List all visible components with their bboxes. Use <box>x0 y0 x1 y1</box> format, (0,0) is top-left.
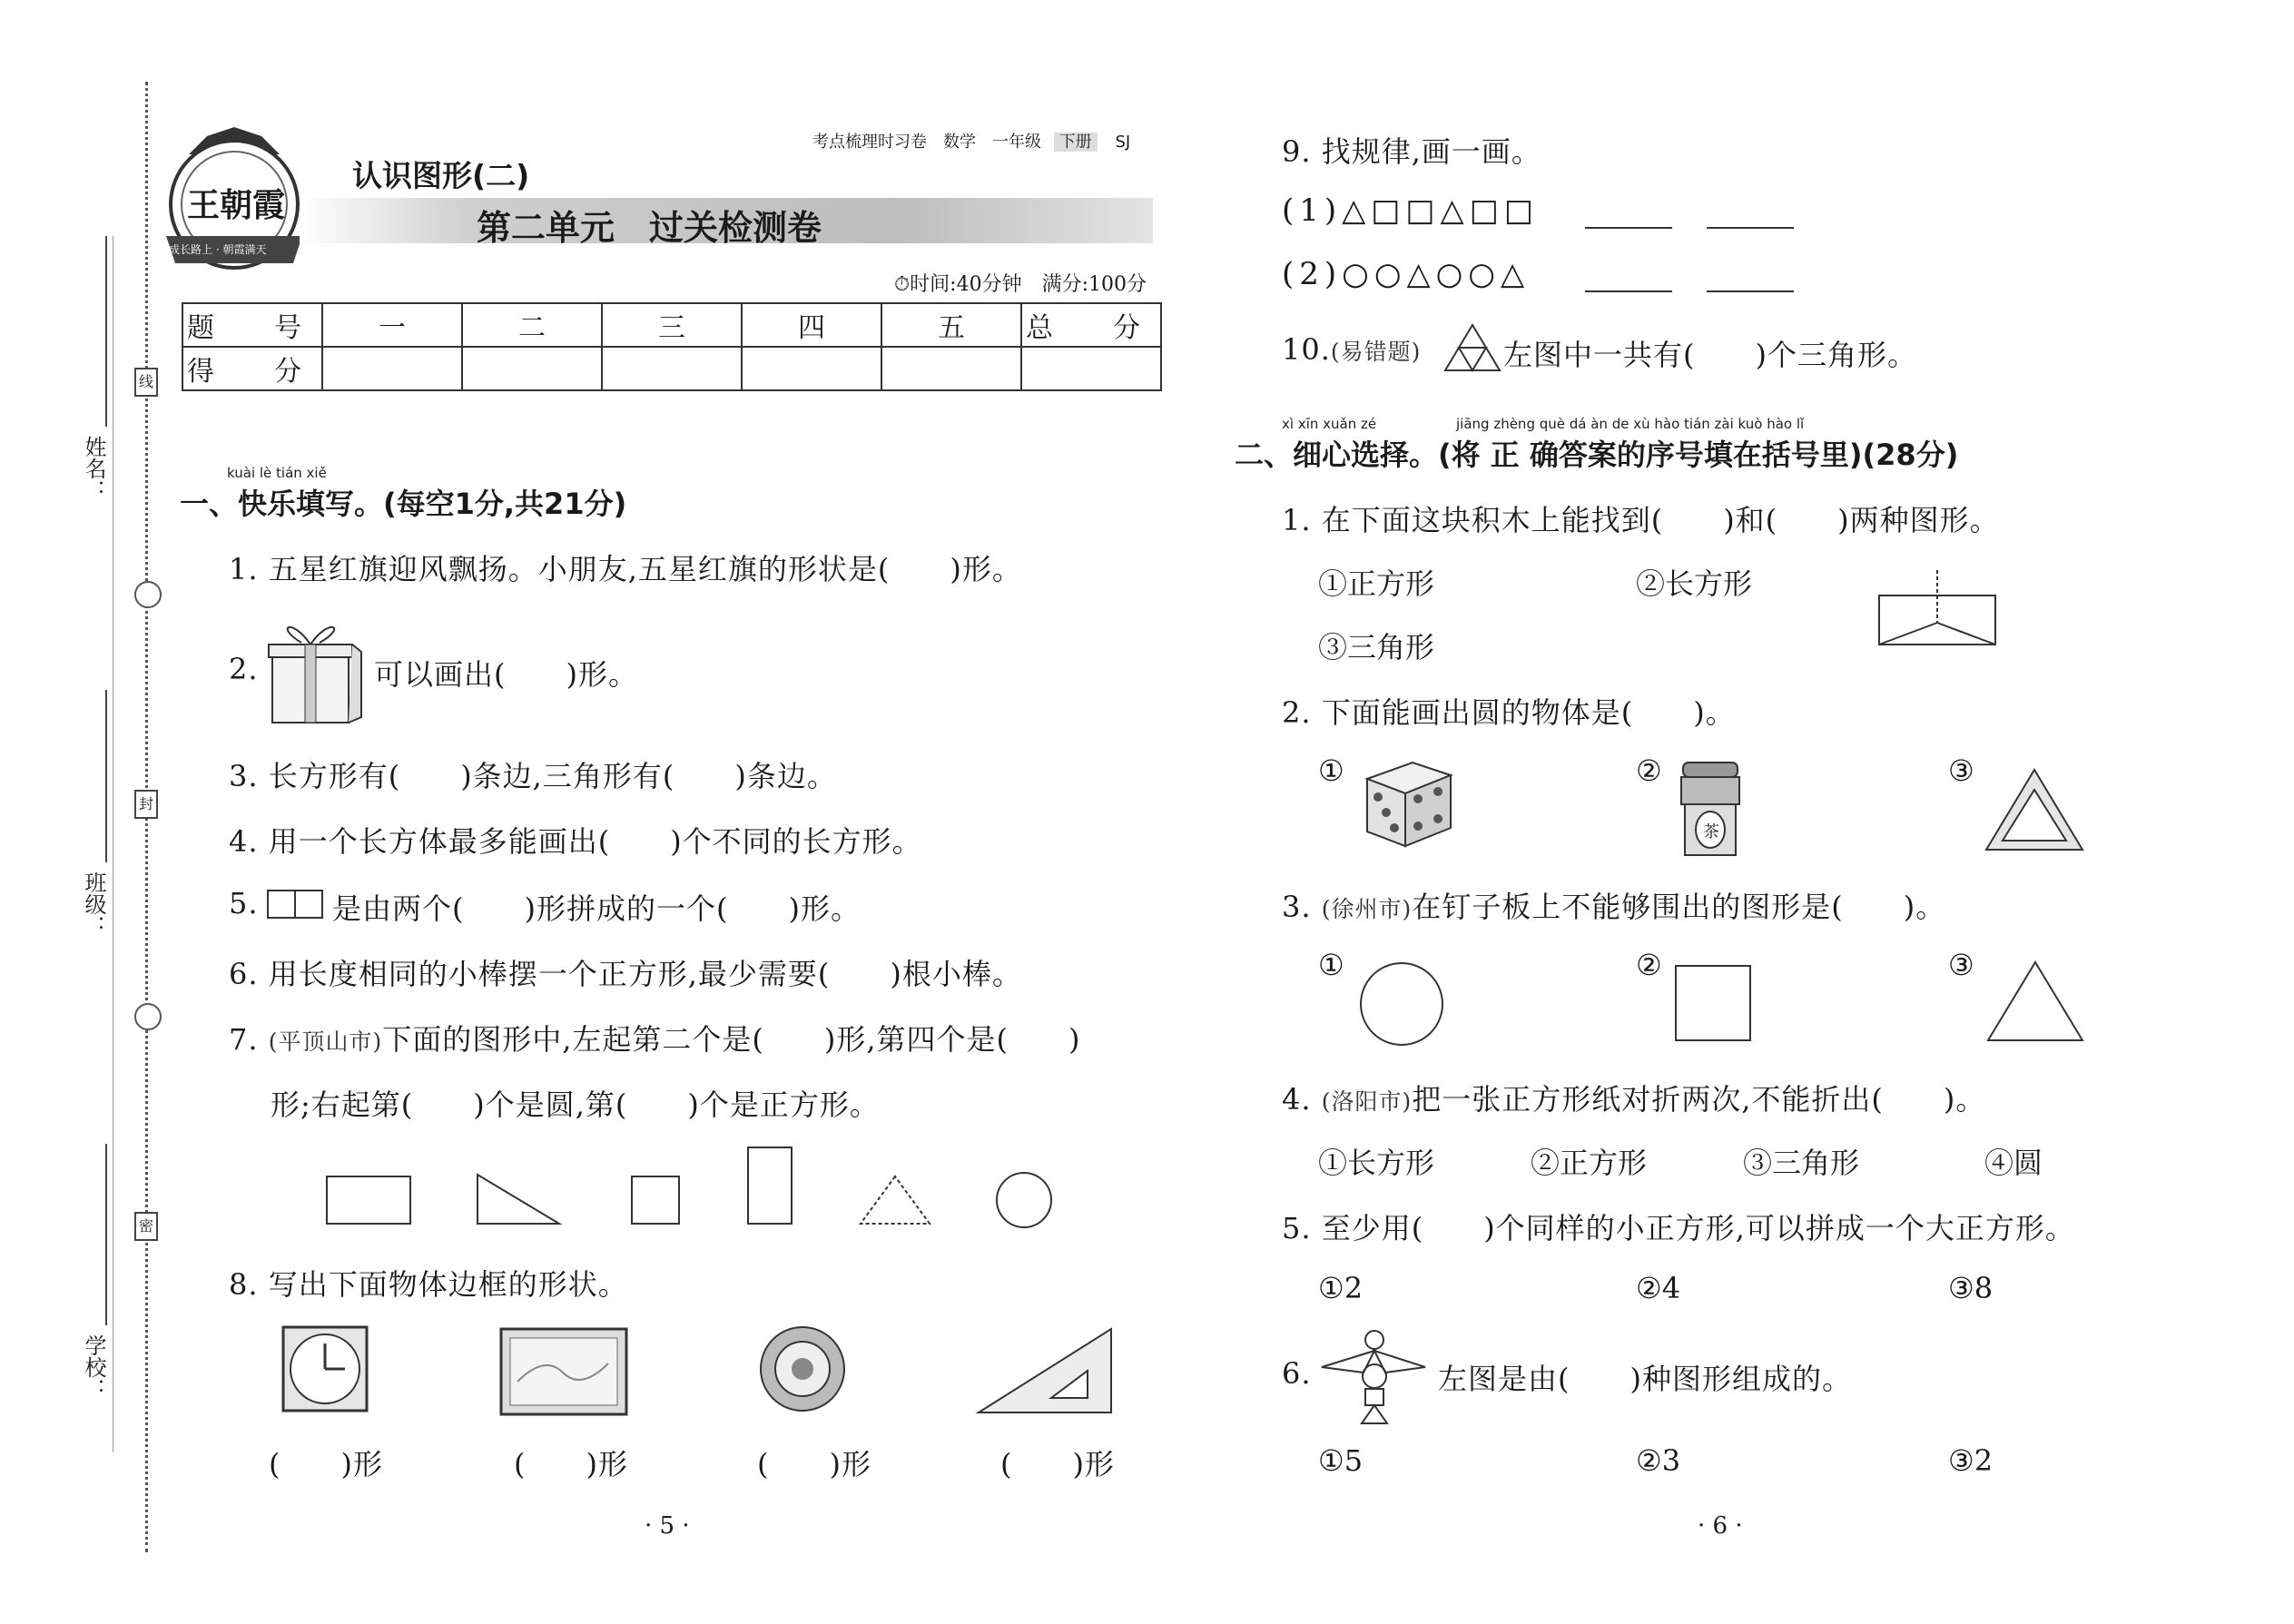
s1-q2-text: 可以画出( )形。 <box>374 657 638 692</box>
triangle-count-figure <box>1443 323 1501 374</box>
seal-xian: 线 <box>134 368 158 397</box>
score-cell: 五 <box>881 303 1021 347</box>
s1-q7-text1: 下面的图形中,左起第二个是( )形,第四个是( ) <box>382 1022 1081 1057</box>
q8-answer-frame: ( )形 <box>514 1447 628 1481</box>
set-square-image <box>975 1325 1120 1416</box>
s1-q9-1: (1)△□□△□□ <box>1282 192 1539 229</box>
q7-rectangle <box>327 1176 410 1224</box>
score-table-score-row <box>182 347 1161 390</box>
class-label: 班级： <box>81 871 106 937</box>
s2-q4-option-b[interactable]: ②正方形 <box>1531 1146 1648 1180</box>
triangle-frame-image <box>1984 768 2084 853</box>
s1-q7-number: 7. <box>229 1022 259 1057</box>
section1-pinyin: kuài lè tián xiě <box>227 465 327 481</box>
name-label: 姓名： <box>81 436 106 501</box>
score-cell: 题 号 <box>182 303 322 347</box>
s2-q2-option-b[interactable]: ② <box>1636 753 1662 788</box>
class-field[interactable] <box>105 690 107 862</box>
q8-answer-plate: ( )形 <box>757 1447 871 1481</box>
s1-q7-tag: (平顶山市) <box>268 1029 383 1055</box>
page-number-left: · 5 · <box>645 1512 690 1540</box>
score-cell: 一 <box>322 303 462 347</box>
q9-1-blank-1[interactable] <box>1585 227 1672 229</box>
q9-2-blank-1[interactable] <box>1585 290 1672 292</box>
s2-q5: 5. 至少用( )个同样的小正方形,可以拼成一个大正方形。 <box>1282 1211 2075 1245</box>
section2-pinyin-b: jiāng zhèng què dá àn de xù hào tián zài kuò hào lǐ <box>1456 416 1805 432</box>
q8-answer-setsquare: ( )形 <box>1000 1447 1115 1481</box>
s2-q6-text: 左图是由( )种图形组成的。 <box>1438 1362 1852 1396</box>
s2-q1: 1. 在下面这块积木上能找到( )和( )两种图形。 <box>1282 503 2000 537</box>
page-number-right: · 6 · <box>1698 1512 1743 1540</box>
q7-tall-rectangle <box>748 1147 792 1224</box>
school-label: 学校： <box>81 1334 106 1400</box>
s2-q5-option-b[interactable]: ②4 <box>1636 1271 1681 1305</box>
seal-feng: 封 <box>134 790 158 819</box>
ornament-icon <box>134 581 162 608</box>
s2-q3 <box>1282 884 1945 926</box>
topic-title: 认识图形(二) <box>352 158 530 193</box>
score-input-cell[interactable] <box>462 347 602 390</box>
q7-circle <box>997 1173 1051 1227</box>
s2-q6-option-a[interactable]: ①5 <box>1318 1443 1364 1478</box>
score-cell: 四 <box>742 303 881 347</box>
s2-q4-text: 把一张正方形纸对折两次,不能折出( )。 <box>1412 1082 1986 1117</box>
s2-q5-option-c[interactable]: ③8 <box>1948 1271 1994 1305</box>
s1-q3: 3. 长方形有( )条边,三角形有( )条边。 <box>229 759 837 793</box>
s1-q6: 6. 用长度相同的小棒摆一个正方形,最少需要( )根小棒。 <box>229 957 1022 991</box>
s2-q1-option-a[interactable]: ①正方形 <box>1318 566 1435 601</box>
name-field[interactable] <box>105 236 107 427</box>
dice-image <box>1358 759 1458 850</box>
q7-small-square <box>632 1176 679 1224</box>
s2-q2-option-c[interactable]: ③ <box>1948 753 1974 788</box>
gift-box-image <box>265 617 365 726</box>
s1-q4: 4. 用一个长方体最多能画出( )个不同的长方形。 <box>229 824 922 859</box>
logo-text: 王朝霞 <box>187 186 286 224</box>
s2-q3-option-a[interactable]: ① <box>1318 948 1344 982</box>
s1-q9-2: (2)○○△○○△ <box>1282 256 1531 292</box>
bird-figure <box>1318 1329 1429 1429</box>
score-input-cell[interactable] <box>881 347 1021 390</box>
s1-q2-number: 2. <box>229 652 259 686</box>
s1-q9: 9. 找规律,画一画。 <box>1282 134 1541 169</box>
score-cell: 得 分 <box>182 347 322 390</box>
q7-right-triangle <box>478 1175 559 1224</box>
s1-q10-number: 10. <box>1282 332 1331 367</box>
s2-q4-option-d[interactable]: ④圆 <box>1984 1146 2043 1180</box>
tea-jar-image <box>1676 759 1748 861</box>
score-input-cell[interactable] <box>1021 347 1161 390</box>
s2-q3-option-b[interactable]: ② <box>1636 948 1662 982</box>
score-input-cell[interactable] <box>602 347 742 390</box>
s1-q7-line1 <box>229 1017 1081 1058</box>
section2-title: 二、细心选择。(将 正 确答案的序号填在括号里)(28分) <box>1235 438 1959 472</box>
seal-mi: 密 <box>134 1212 158 1241</box>
s2-q3-text: 在钉子板上不能够围出的图形是( )。 <box>1412 890 1946 924</box>
score-cell: 总 分 <box>1021 303 1161 347</box>
s1-q10-text: 左图中一共有( )个三角形。 <box>1503 338 1917 372</box>
edition-text: SJ <box>1115 133 1131 152</box>
s2-q3-number: 3. <box>1282 890 1312 924</box>
s1-q7-line2: 形;右起第( )个是圆,第( )个是正方形。 <box>271 1088 880 1122</box>
logo-ribbon: 成长路上 · 朝霞满天 <box>169 243 267 256</box>
s1-q8: 8. 写出下面物体边框的形状。 <box>229 1267 628 1302</box>
two-squares-image <box>267 890 325 920</box>
s2-q4-option-a[interactable]: ①长方形 <box>1318 1146 1435 1180</box>
s2-q6-number: 6. <box>1282 1356 1312 1391</box>
q3-circle-shape <box>1358 960 1445 1048</box>
series-text: 考点梳理时习卷 数学 一年级 <box>812 133 1041 152</box>
s2-q6-option-c[interactable]: ③2 <box>1948 1443 1994 1478</box>
picture-frame-image <box>499 1327 630 1418</box>
s2-q3-tag: (徐州市) <box>1321 896 1413 922</box>
s2-q2-option-a[interactable]: ① <box>1318 753 1344 788</box>
volume-badge: 下册 <box>1054 133 1098 152</box>
school-field[interactable] <box>105 1144 107 1325</box>
s2-q4-tag: (洛阳市) <box>1321 1088 1413 1115</box>
series-line <box>812 129 1130 153</box>
tea-jar-label: 茶 <box>1703 822 1719 842</box>
round-plate-image <box>759 1325 850 1416</box>
q7-shapes-row <box>318 1144 1071 1235</box>
q7-triangle <box>861 1176 930 1224</box>
q8-answer-clock: ( )形 <box>269 1447 383 1481</box>
s1-q5-text: 是由两个( )形拼成的一个( )形。 <box>332 891 861 926</box>
building-block-image <box>1877 568 2001 648</box>
q3-triangle-shape <box>1986 960 2084 1044</box>
s2-q4-option-c[interactable]: ③三角形 <box>1743 1146 1860 1180</box>
s1-q1: 1. 五星红旗迎风飘扬。小朋友,五星红旗的形状是( )形。 <box>229 552 1022 586</box>
s2-q4-number: 4. <box>1282 1082 1312 1117</box>
ornament-icon <box>134 1003 162 1030</box>
score-table <box>182 302 1162 391</box>
s1-q5-number: 5. <box>229 886 259 920</box>
q9-1-blank-2[interactable] <box>1707 227 1794 229</box>
s2-q1-option-c[interactable]: ③三角形 <box>1318 630 1435 664</box>
section2-pinyin-a: xì xīn xuǎn zé <box>1282 416 1377 432</box>
s1-q10-tag: (易错题) <box>1330 339 1422 365</box>
score-cell: 三 <box>602 303 742 347</box>
s2-q4 <box>1282 1077 1985 1118</box>
clock-image <box>281 1325 372 1416</box>
s2-q3-option-c[interactable]: ③ <box>1948 948 1974 982</box>
s2-q1-option-b[interactable]: ②长方形 <box>1636 566 1753 601</box>
unit-title: 第二单元 过关检测卷 <box>477 208 822 248</box>
score-cell: 二 <box>462 303 602 347</box>
score-table-header-row <box>182 303 1161 347</box>
q3-square-shape <box>1674 964 1754 1044</box>
score-input-cell[interactable] <box>322 347 462 390</box>
s1-q10 <box>1282 332 1421 367</box>
time-info: ⏱时间:40分钟 满分:100分 <box>894 273 1147 296</box>
s2-q5-option-a[interactable]: ①2 <box>1318 1271 1364 1305</box>
s2-q6-option-b[interactable]: ②3 <box>1636 1443 1681 1478</box>
score-input-cell[interactable] <box>742 347 881 390</box>
s2-q2: 2. 下面能画出圆的物体是( )。 <box>1282 695 1736 730</box>
section1-title: 一、快乐填写。(每空1分,共21分) <box>180 487 627 521</box>
q9-2-blank-2[interactable] <box>1707 290 1794 292</box>
